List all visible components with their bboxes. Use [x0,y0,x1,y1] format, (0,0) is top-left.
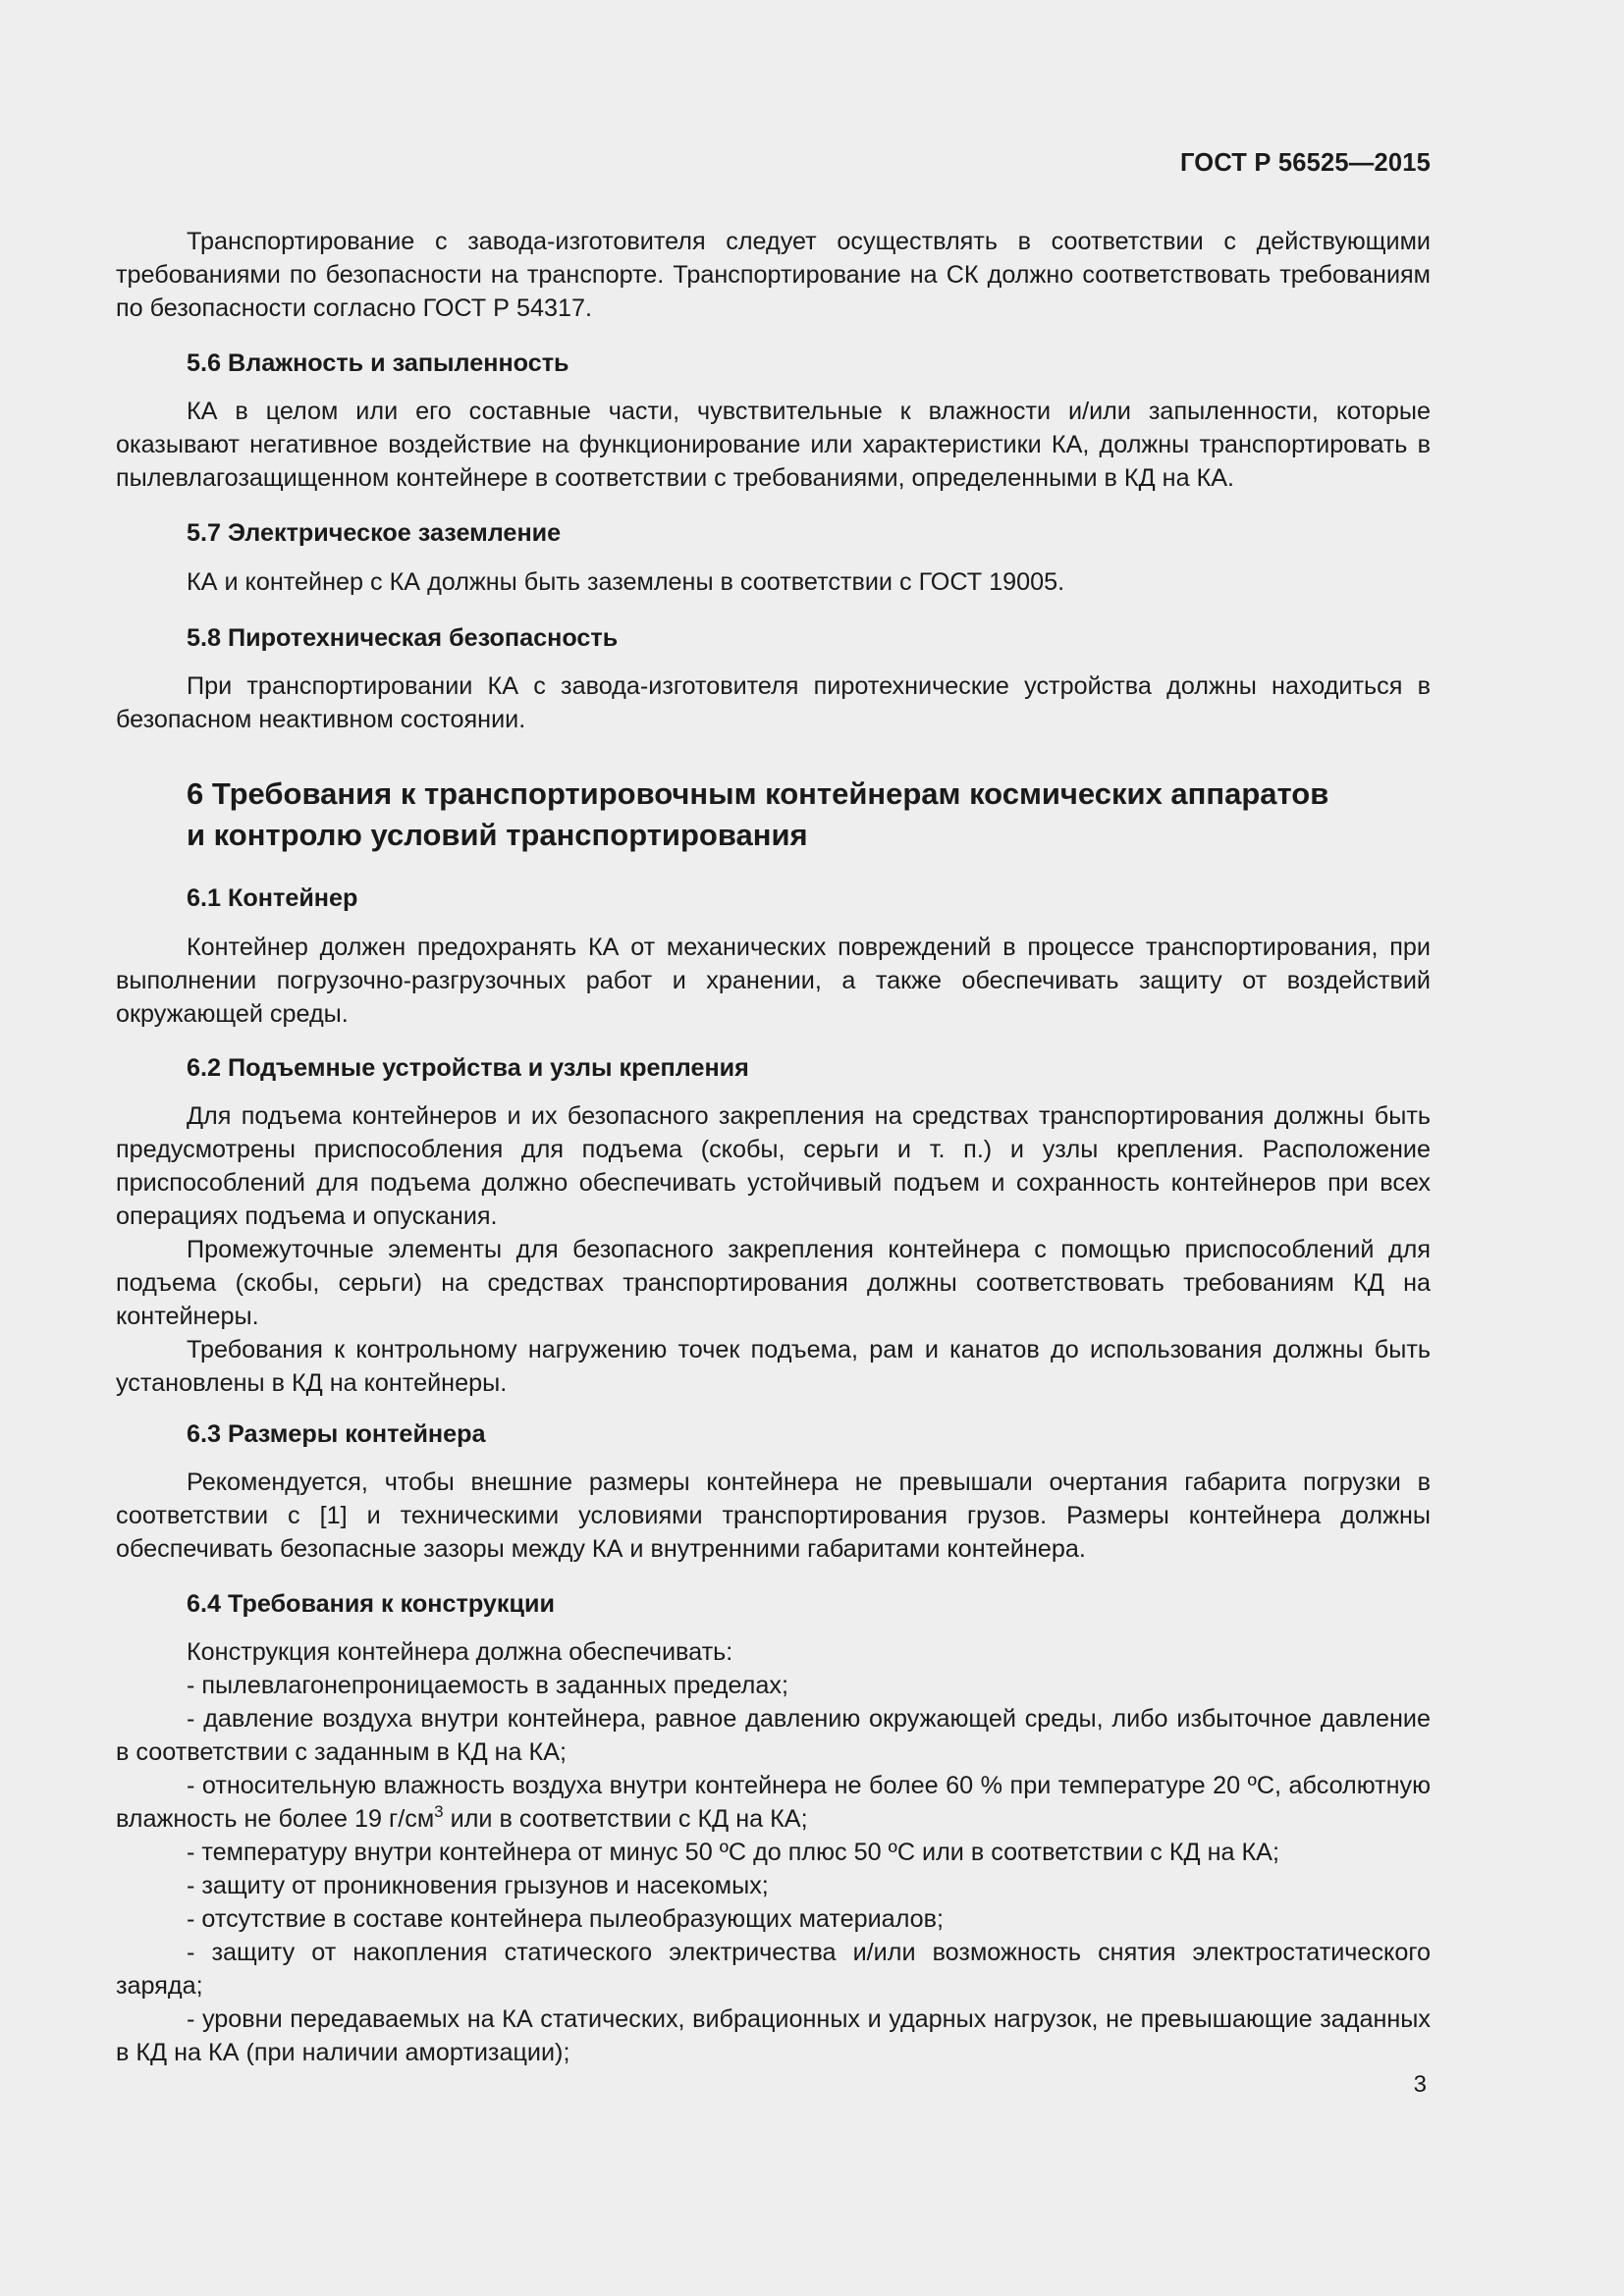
section-5-6-paragraph: КА в целом или его составные части, чувствительные к влажности и/или запыленности, которые оказывают негативное воздействие на функционирование или характеристики КА, должны транспортировать в пылевлагозащищенном контейнере в соответствии с требованиями, определенными в КД на КА. [116,398,1431,492]
list-item: - пылевлагонепроницаемость в заданных пределах; [187,1672,788,1699]
section-6-2-paragraph-2: Промежуточные элементы для безопасного закрепления контейнера с помощью приспособлений для подъема (скобы, серьги) на средствах транспортирования должны соответствовать требованиям КД на контейнеры. [116,1236,1431,1330]
section-6-2-paragraph-3: Требования к контрольному нагружению точек подъема, рам и канатов до использования должны быть установлены в КД на контейнеры. [116,1336,1431,1397]
section-5-7-title: 5.7 Электрическое заземление [187,519,562,547]
section-6-2-title: 6.2 Подъемные устройства и узлы крепления [187,1054,749,1082]
section-6-3-title: 6.3 Размеры контейнера [187,1420,486,1448]
section-5-7-paragraph: КА и контейнер с КА должны быть заземлены в соответствии с ГОСТ 19005. [187,568,1065,596]
list-item: - отсутствие в составе контейнера пылеобразующих материалов; [187,1905,945,1933]
section-6-1-paragraph: Контейнер должен предохранять КА от механических повреждений в процессе транспортирования, при выполнении погрузочно-разгрузочных работ и хранении, а также обеспечивать защиту от воздействий окружающей среды. [116,934,1431,1028]
section-6-1-title: 6.1 Контейнер [187,884,358,912]
section-6-4-intro: Конструкция контейнера должна обеспечивать: [187,1638,733,1666]
section-5-6-title: 5.6 Влажность и запыленность [187,349,569,377]
list-item: - защиту от накопления статического электричества и/или возможность снятия электростатического заряда; [116,1939,1431,2000]
document-code-header: ГОСТ Р 56525—2015 [1179,149,1431,177]
page-number: 3 [1413,2071,1427,2098]
section-6-2-body [116,1099,1431,1400]
section-6-4-body [116,1635,1431,2069]
section-6-title-line2: и контролю условий транспортирования [187,818,808,852]
section-5-8-paragraph: При транспортировании КА с завода-изготовителя пиротехнические устройства должны находиться в безопасном неактивном состоянии. [116,672,1431,733]
section-6-title-line1: 6 Требования к транспортировочным контейнерам космических аппаратов [187,776,1329,811]
section-6-4-title: 6.4 Требования к конструкции [187,1590,555,1618]
section-6-2-paragraph-1: Для подъема контейнеров и их безопасного закрепления на средствах транспортирования должны быть предусмотрены приспособления для подъема (скобы, серьги и т. п.) и узлы крепления. Расположение приспособлений для подъема должно обеспечивать устойчивый подъем и сохранность контейнеров при всех операциях подъема и опускания. [116,1102,1431,1230]
humidity-text-b: или в соответствии с КД на КА; [443,1805,808,1833]
humidity-text-a: - относительную влажность воздуха внутри контейнера не более 60 % при температуре 20 ºС, абсолютную влажность не более 19 г/см [116,1772,1431,1833]
list-item-humidity [116,1769,1431,1836]
list-item: - защиту от проникновения грызунов и насекомых; [187,1872,769,1899]
list-item: - давление воздуха внутри контейнера, равное давлению окружающей среды, либо избыточное давление в соответствии с заданным в КД на КА; [116,1705,1431,1766]
section-6-3-paragraph: Рекомендуется, чтобы внешние размеры контейнера не превышали очертания габарита погрузки в соответствии с [1] и техническими условиями транспортирования грузов. Размеры контейнера должны обеспечивать безопасные зазоры между КА и внутренними габаритами контейнера. [116,1468,1431,1563]
cubic-superscript: 3 [434,1802,444,1821]
list-item: - уровни передаваемых на КА статических, вибрационных и ударных нагрузок, не превышающие заданных в КД на КА (при наличии амортизации); [116,2005,1431,2066]
list-item: - температуру внутри контейнера от минус 50 ºС до плюс 50 ºС или в соответствии с КД на КА; [187,1839,1279,1866]
intro-paragraph: Транспортирование с завода-изготовителя следует осуществлять в соответствии с действующими требованиями по безопасности на транспорте. Транспортирование на СК должно соответствовать требованиям по безопасности согласно ГОСТ Р 54317. [116,228,1431,322]
section-5-8-title: 5.8 Пиротехническая безопасность [187,624,619,652]
